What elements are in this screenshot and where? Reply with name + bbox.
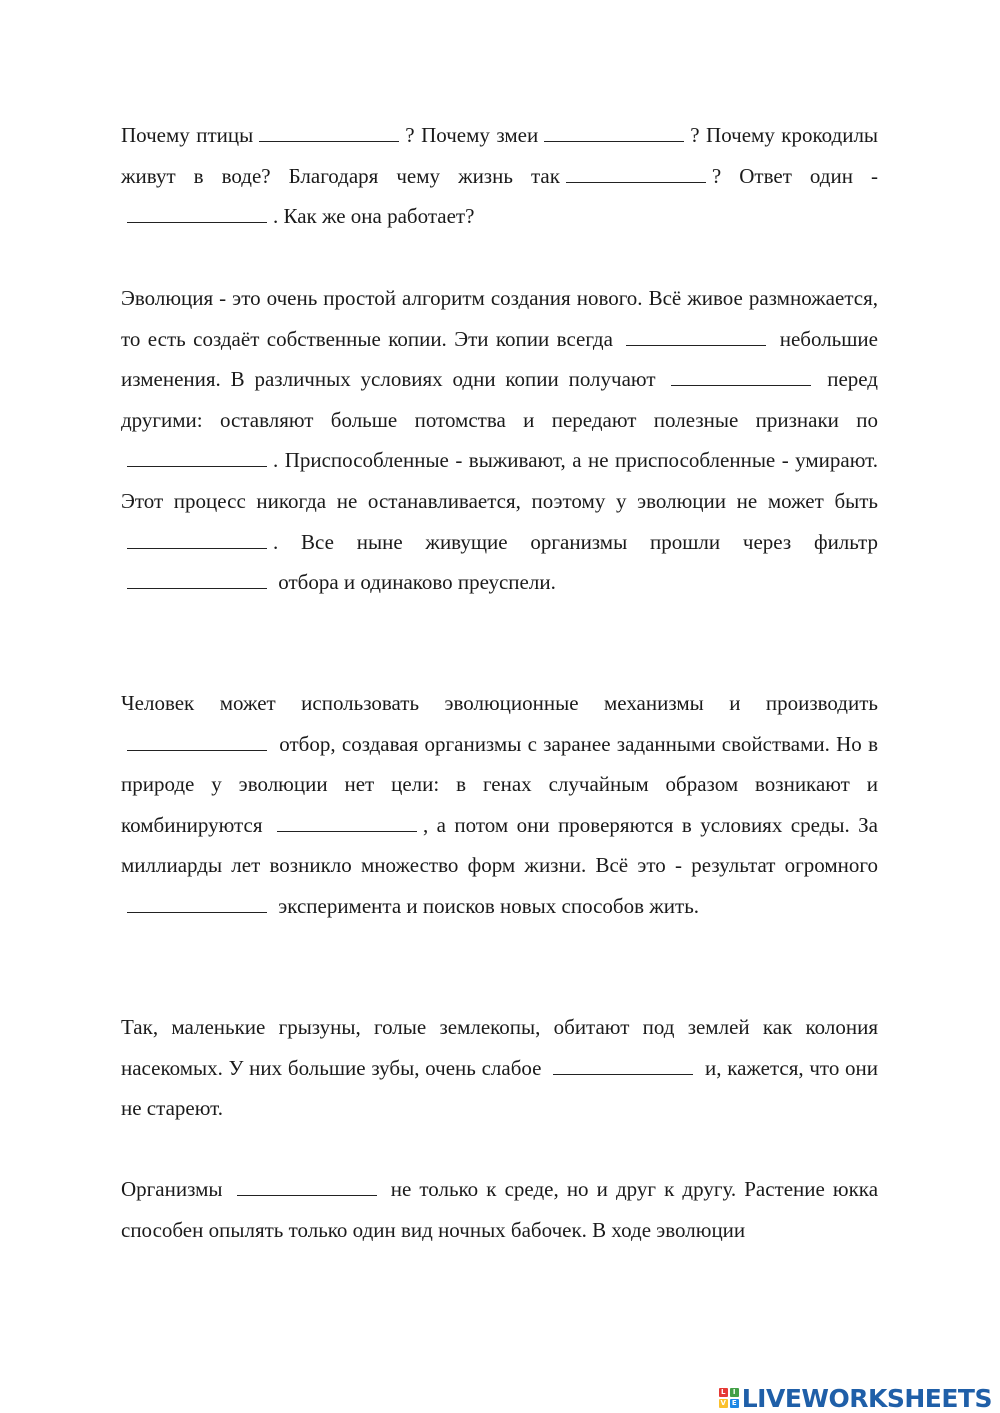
answer-blank-9[interactable]: [127, 566, 267, 589]
answer-blank-8[interactable]: [127, 526, 267, 549]
answer-blank-11[interactable]: [277, 809, 417, 832]
text-segment: небольшие изменения. В различных условиях одни копии получают: [121, 326, 878, 392]
paragraph-2: [121, 278, 878, 603]
logo-tile: L: [719, 1388, 728, 1397]
liveworksheets-logo: [719, 1385, 992, 1411]
answer-blank-14[interactable]: [237, 1173, 377, 1196]
answer-blank-4[interactable]: [127, 200, 267, 223]
logo-tile: V: [720, 1399, 726, 1407]
text-segment: отбора и одинаково преуспели.: [278, 570, 556, 595]
paragraph-1: [121, 115, 878, 237]
text-segment: , а потом они проверяются в условиях среды. За миллиарды лет возникло множество форм жизни. Всё это - результат огромного: [121, 812, 879, 878]
answer-blank-13[interactable]: [553, 1052, 693, 1075]
text-segment: не только к среде, но и друг к другу. Растение юкка способен опылять только один вид ночных бабочек. В ходе эволюции: [121, 1177, 879, 1242]
text-segment: Так, маленькие грызуны, голые землекопы, обитают под землей как колония насекомых. У них большие зубы, очень слабое: [121, 1015, 878, 1080]
text-segment: перед другими: оставляют больше потомства и передают полезные признаки по: [121, 367, 878, 432]
logo-tile: E: [730, 1399, 739, 1408]
text-segment: эксперимента и поисков новых способов жить.: [278, 893, 700, 918]
text-segment: и, кажется, что они не стареют.: [121, 1055, 879, 1121]
text-segment: ? Ответ один -: [711, 163, 878, 188]
text-segment: ?: [690, 123, 700, 147]
logo-tile: I: [730, 1388, 739, 1397]
text-segment: Эволюция - это очень простой алгоритм создания нового. Всё живое размножается, то есть создаёт собственные копии. Эти копии всегда: [121, 286, 878, 351]
paragraph-3: [121, 683, 878, 927]
text-segment: . Приспособленные - выживают, а не приспособленные - умирают. Этот процесс никогда не останавливается, поэтому у эволюции не может быть: [121, 448, 878, 513]
text-segment: . Все ныне живущие организмы прошли через фильтр: [273, 529, 878, 554]
text-segment: ?: [405, 123, 415, 147]
logo-text: LIVEWORKSHEETS: [741, 1383, 992, 1413]
paragraph-5: [121, 1169, 878, 1250]
answer-blank-3[interactable]: [566, 160, 706, 183]
answer-blank-1[interactable]: [259, 119, 399, 142]
text-segment: отбор, создавая организмы с заранее заданными свойствами. Но в природе у эволюции нет цели: в генах случайным образом возникают и комбинируются: [121, 731, 878, 837]
answer-blank-10[interactable]: [127, 728, 267, 751]
answer-blank-5[interactable]: [626, 323, 766, 346]
text-segment: Почему крокодилы живут в воде? Благодаря чему жизнь так: [121, 123, 879, 188]
answer-blank-7[interactable]: [127, 444, 267, 467]
answer-blank-12[interactable]: [127, 890, 267, 913]
paragraph-4: [121, 1007, 878, 1129]
text-segment: . Как же она работает?: [273, 204, 475, 229]
logo-tiles-icon: [719, 1388, 739, 1408]
text-segment: Почему птицы: [121, 123, 254, 147]
answer-blank-2[interactable]: [544, 119, 684, 142]
text-segment: Почему змеи: [421, 123, 539, 147]
text-segment: Человек может использовать эволюционные механизмы и производить: [121, 691, 878, 715]
text-segment: Организмы: [121, 1177, 223, 1201]
answer-blank-6[interactable]: [671, 363, 811, 386]
